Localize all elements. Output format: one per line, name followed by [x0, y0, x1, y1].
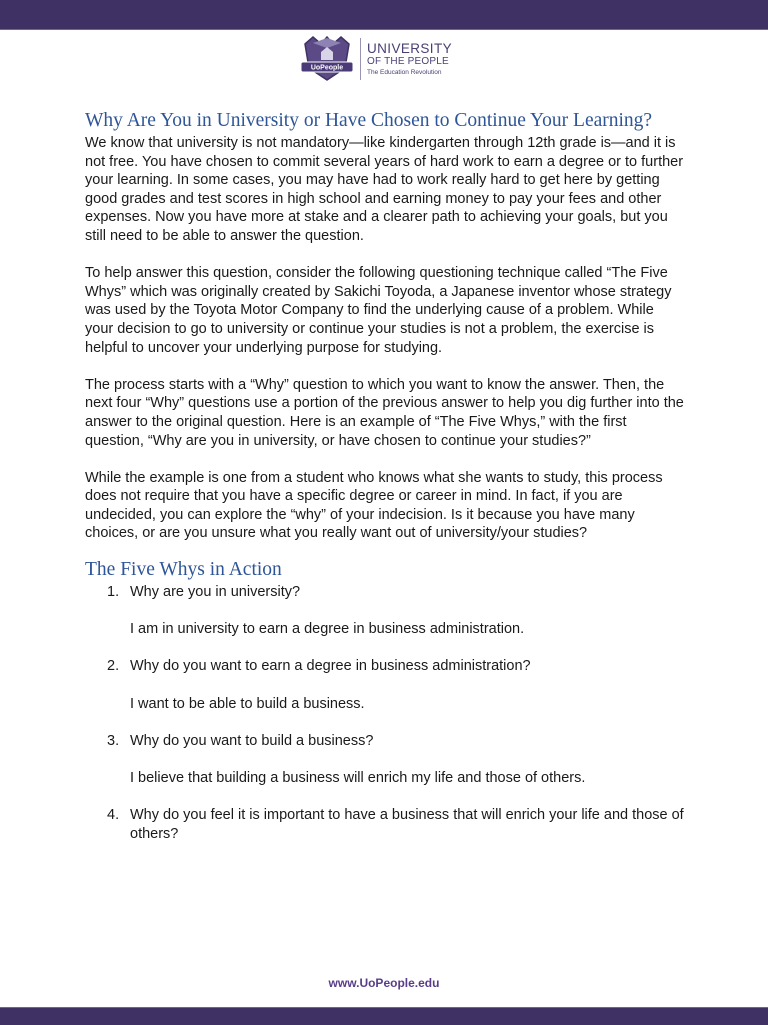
document-body: [85, 108, 685, 862]
logo-tagline: The Education Revolution: [367, 69, 442, 76]
logo-badge: UoPeople: [310, 64, 344, 72]
list-item: [85, 806, 685, 843]
why-answer: I believe that building a business will enrich my life and those of others.: [130, 770, 586, 786]
crest-icon: [299, 34, 355, 84]
logo-divider: [360, 38, 361, 80]
list-number: 4.: [107, 807, 120, 824]
page-title: Why Are You in University or Have Chosen to Continue Your Learning?: [85, 110, 653, 131]
top-banner: [0, 0, 768, 30]
list-number: 1.: [107, 584, 120, 601]
why-question: Why do you feel it is important to have a business that will enrich your life and those of others?: [130, 807, 684, 842]
list-item: [85, 657, 685, 713]
five-whys-list: [85, 583, 685, 843]
list-number: 2.: [107, 658, 120, 675]
why-question: Why do you want to earn a degree in business administration?: [130, 658, 531, 675]
paragraph-intro: We know that university is not mandatory—like kindergarten through 12th grade is—and it is not free. You have chosen to commit several years of hard work to earn a degree or to further your learning. In some cases, you may have had to work really hard to get here by getting good grades and test scores in high school and earning money to pay your fees and other expenses. Now you have more at stake and a clearer path to achieving your goals, but you still need to be able to answer the question.: [85, 135, 684, 244]
why-question: Why do you want to build a business?: [130, 732, 374, 749]
paragraph-five-whys: To help answer this question, consider the following questioning technique called “The Five Whys” which was originally created by Sakichi Toyoda, a Japanese inventor whose strategy was used by the Toyota Motor Company to find the underlying cause of a problem. While your decision to go to university or continue your studies is not a problem, the exercise is helpful to uncover your underlying purpose for studying.: [85, 265, 672, 356]
paragraph-example: While the example is one from a student who knows what she wants to study, this process does not require that you have a specific degree or career in mind. In fact, if you are undecided, you can explore the “why” of your indecision. Is it because you have many choices, or are you unsure what you really want out of university/your studies?: [85, 469, 663, 542]
list-item: [85, 732, 685, 788]
section-heading: The Five Whys in Action: [85, 559, 282, 581]
logo-line-of-the-people: OF THE PEOPLE: [367, 56, 449, 67]
why-answer: I am in university to earn a degree in business administration.: [130, 621, 525, 638]
why-answer: I want to be able to build a business.: [130, 695, 365, 712]
footer-website-link[interactable]: www.UoPeople.edu: [328, 976, 440, 990]
why-question: Why are you in university?: [130, 584, 301, 601]
paragraph-process: The process starts with a “Why” question to which you want to know the answer. Then, the next four “Why” questions use a portion of the previous answer to help you dig further into the answer to the original question. Here is an example of “The Five Whys,” with the first question, “Why are you in university, or have chosen to continue your studies?”: [85, 376, 684, 449]
logo-wordmark: [367, 42, 452, 77]
list-number: 3.: [107, 732, 120, 749]
bottom-banner: [0, 1007, 768, 1025]
logo-line-university: UNIVERSITY: [367, 40, 453, 56]
university-logo: [297, 30, 463, 88]
list-item: [85, 583, 685, 639]
